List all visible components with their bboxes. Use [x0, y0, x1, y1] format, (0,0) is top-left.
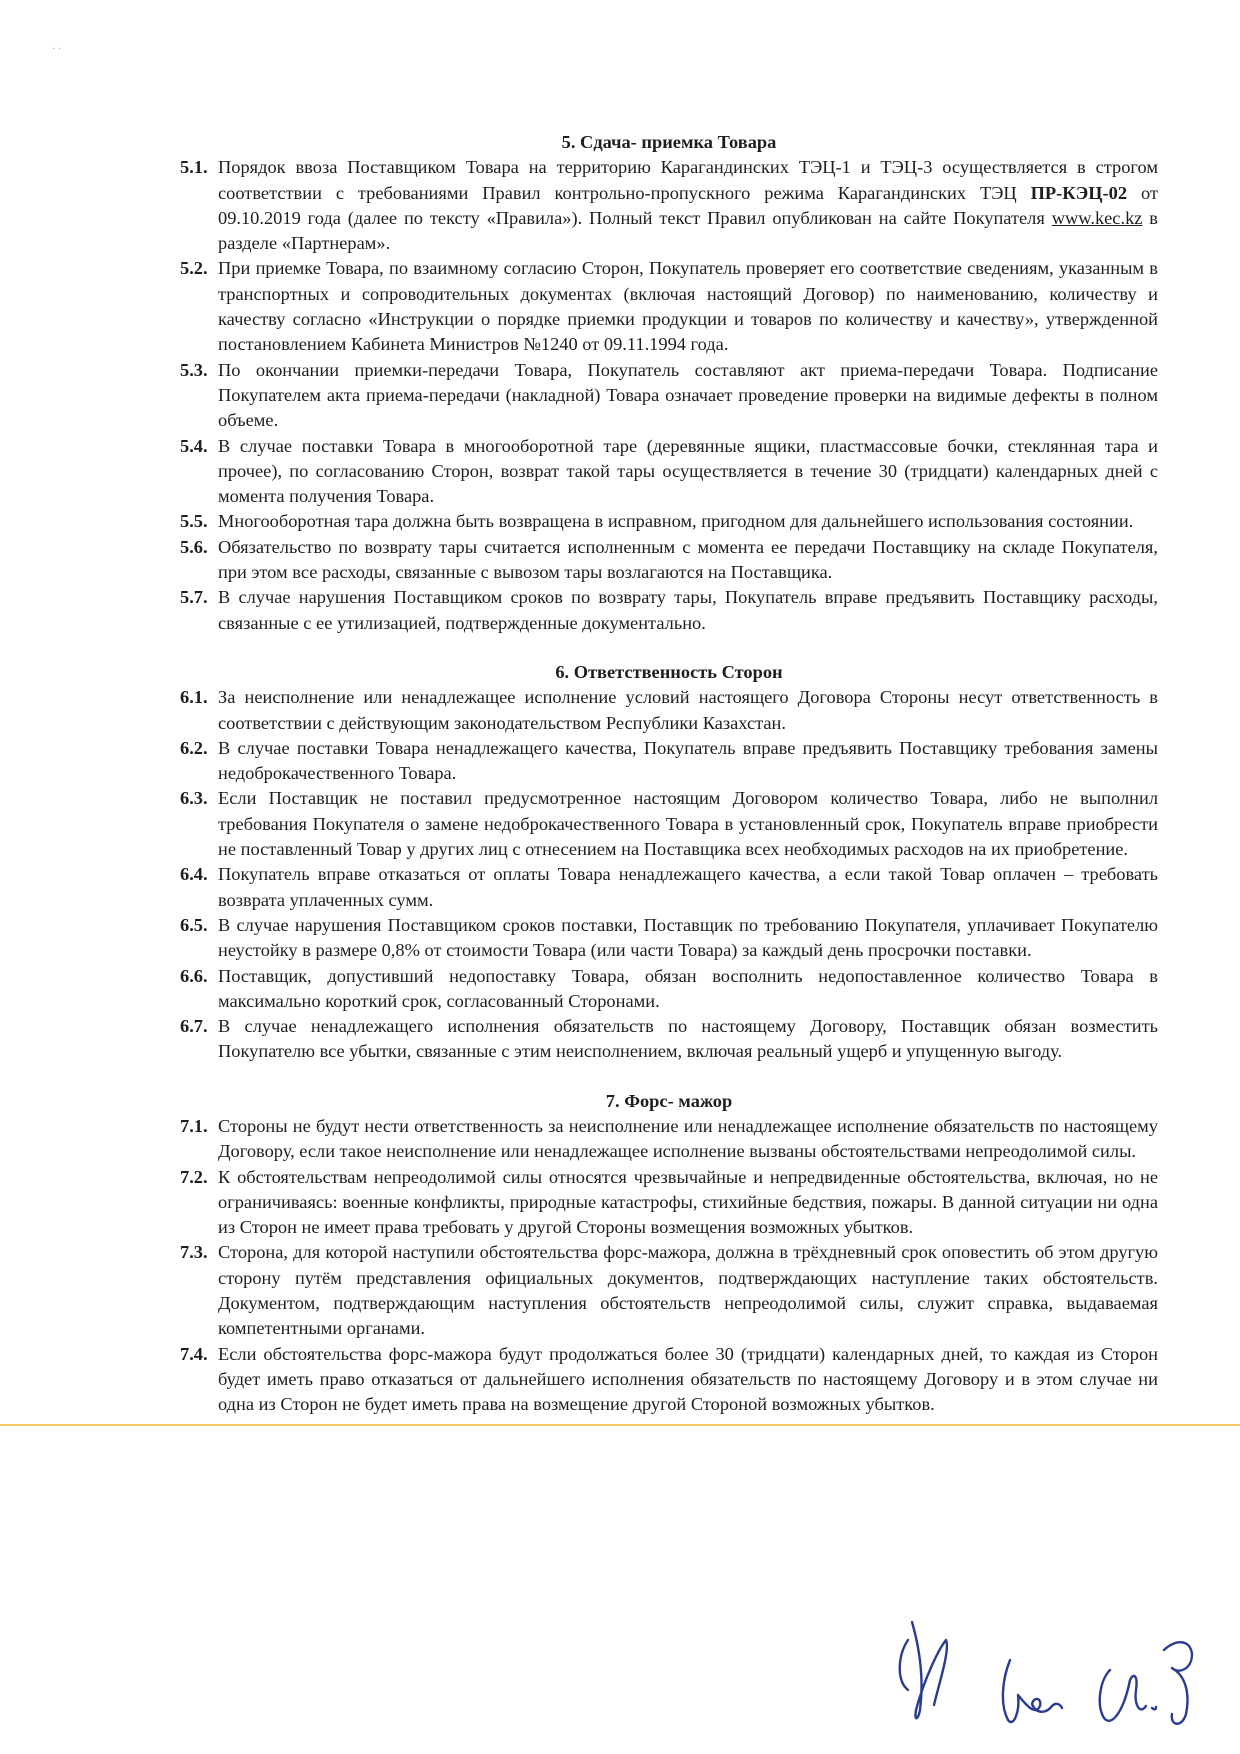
section-6 — [180, 660, 1158, 1065]
clause-text: В случае поставки Товара ненадлежащего качества, Покупатель вправе предъявить Поставщику требования замены недоброкачественного Товара. — [218, 737, 1158, 784]
clause-5-1 — [180, 155, 1158, 256]
clause-text: При приемке Товара, по взаимному согласию Сторон, Покупатель проверяет его соответствие сведениям, указанным в транспортных и сопроводительных документах (включая настоящий Договор) по наименованию, количеству и качеству согласно «Инструкции о порядке приемки продукции и товаров по количеству и качеству», утвержденной постановлением Кабинета Министров №1240 от 09.11.1994 года. — [218, 258, 1158, 355]
clause-text: Сторона, для которой наступили обстоятельства форс-мажора, должна в трёхдневный срок оповестить об этом другую сторону путём представления официальных документов, подтверждающих наступление таких обстоятельств. Документом, подтверждающим наступления обстоятельств непреодолимой силы, служит справка, выдаваемая компетентными органами. — [218, 1242, 1158, 1339]
clause-5-3 — [180, 358, 1158, 434]
signature-2 — [1003, 1660, 1062, 1722]
clause-text: Многооборотная тара должна быть возвращена в исправном, пригодном для дальнейшего использования состоянии. — [218, 511, 1134, 532]
clause-text: К обстоятельствам непреодолимой силы относятся чрезвычайные и непредвиденные обстоятельства, включая, но не ограничиваясь: военные конфликты, природные катастрофы, стихийные бедствия, пожары. В данной ситуации ни одна из Сторон не имеет права требовать у другой Стороны возмещения возможных убытков. — [218, 1166, 1158, 1238]
clause-number: 6.2. — [180, 737, 208, 758]
clause-7-2 — [180, 1165, 1158, 1241]
clause-number: 6.6. — [180, 965, 208, 986]
section-title: 7. Форс- мажор — [605, 1090, 733, 1111]
clause-5-5 — [180, 509, 1158, 534]
clause-text-part: Порядок ввоза Поставщиком Товара на территорию Карагандинских ТЭЦ-1 и ТЭЦ-3 осуществляется в строгом соответствии с требованиями Правил контрольно-пропускного режима Карагандинских ТЭЦ — [218, 157, 1158, 203]
clause-text: Стороны не будут нести ответственность за неисполнение или ненадлежащее исполнение обязательств по настоящему Договору, если такое неисполнение или ненадлежащее исполнение вызваны обстоятельствами непреодолимой силы. — [218, 1115, 1158, 1162]
clause-number: 5.2. — [180, 258, 208, 279]
clause-number: 7.4. — [180, 1343, 208, 1364]
clause-6-1 — [180, 685, 1158, 736]
clause-5-2 — [180, 256, 1158, 357]
clause-5-7 — [180, 585, 1158, 636]
document-body — [180, 130, 1158, 1418]
clause-number: 5.6. — [180, 536, 208, 557]
clause-text: По окончании приемки-передачи Товара, Покупатель составляют акт приема-передачи Товара. Подписание Покупателем акта приема-передачи (накладной) Товара означает проведение проверки на видимые дефекты в полном объеме. — [218, 359, 1158, 431]
clause-text: В случае ненадлежащего исполнения обязательств по настоящему Договору, Поставщик обязан возместить Покупателю все убытки, связанные с этим неисполнением, включая реальный ущерб и упущенную выгоду. — [218, 1016, 1158, 1062]
clause-number: 6.1. — [180, 687, 208, 708]
clause-number: 5.5. — [180, 511, 208, 532]
scan-fold-line — [0, 1424, 1240, 1426]
clause-number: 6.7. — [180, 1016, 208, 1037]
clause-number: 6.3. — [180, 788, 208, 809]
clause-text: В случае поставки Товара в многооборотной таре (деревянные ящики, пластмассовые бочки, стеклянная тара и прочее), по согласованию Сторон, возврат такой тары осуществляется в течение 30 (тридцати) календарных дней с момента получения Товара. — [218, 435, 1158, 507]
clause-text-part: в разделе «Партнерам». — [218, 207, 1158, 254]
clause-text — [218, 155, 1158, 256]
clause-5-6 — [180, 535, 1158, 586]
clause-text: Покупатель вправе отказаться от оплаты Товара ненадлежащего качества, а если такой Товар оплачен – требовать возврата уплаченных сумм. — [218, 864, 1158, 910]
clause-number: 7.2. — [180, 1166, 208, 1187]
clause-6-7 — [180, 1014, 1158, 1065]
signatures — [890, 1610, 1220, 1750]
clause-number: 6.4. — [180, 864, 208, 885]
clause-6-3 — [180, 786, 1158, 862]
website-link[interactable]: www.kec.kz — [1051, 207, 1143, 228]
scan-artifact: · · — [52, 44, 62, 55]
clause-number: 7.3. — [180, 1242, 208, 1263]
clause-text: В случае нарушения Поставщиком сроков по возврату тары, Покупатель вправе предъявить Поставщику расходы, связанные с ее утилизацией, подтвержденные документально. — [218, 587, 1158, 633]
clause-6-2 — [180, 736, 1158, 787]
clause-7-3 — [180, 1240, 1158, 1341]
clause-number: 5.7. — [180, 587, 208, 608]
clause-text: Обязательство по возврату тары считается исполненным с момента ее передачи Поставщику на складе Покупателя, при этом все расходы, связанные с вывозом тары возлагаются на Поставщика. — [218, 536, 1158, 583]
signature-3 — [1100, 1642, 1192, 1724]
clause-text-part: от 09.10.2019 года (далее по тексту «Правила»). Полный текст Правил опубликован на сайте Покупателя — [218, 182, 1158, 228]
section-title: 5. Сдача- приемка Товара — [561, 132, 777, 152]
clause-7-4 — [180, 1342, 1158, 1418]
clause-text: Если Поставщик не поставил предусмотренное настоящим Договором количество Товара, либо не выполнил требования Покупателя о замене недоброкачественного Товара в установленный срок, Покупатель вправе приобрести не поставленный Товар у других лиц с отнесением на Поставщика всех необходимых расходов на их приобретение. — [218, 788, 1158, 860]
clause-number: 5.1. — [180, 157, 208, 178]
clause-6-6 — [180, 964, 1158, 1015]
rules-code: ПР-КЭЦ-02 — [1030, 182, 1128, 203]
clause-text: В случае нарушения Поставщиком сроков поставки, Поставщик по требованию Покупателя, уплачивает Покупателю неустойку в размере 0,8% от стоимости Товара (или части Товара) за каждый день просрочки поставки. — [218, 914, 1158, 961]
section-5 — [180, 130, 1158, 636]
section-title: 6. Ответственность Сторон — [555, 661, 783, 682]
clause-7-1 — [180, 1114, 1158, 1165]
clause-number: 7.1. — [180, 1115, 208, 1136]
clause-text: За неисполнение или ненадлежащее исполнение условий настоящего Договора Стороны несут ответственность в соответствии с действующим законодательством Республики Казахстан. — [218, 687, 1158, 733]
signature-1 — [900, 1622, 947, 1718]
clause-number: 5.3. — [180, 359, 208, 380]
clause-text: Если обстоятельства форс-мажора будут продолжаться более 30 (тридцати) календарных дней, то каждая из Сторон будет иметь право отказаться от дальнейшего исполнения обязательств по настоящему Договору и в этом случае ни одна из Сторон не будет иметь права на возмещение другой Стороной возможных убытков. — [218, 1343, 1158, 1415]
clause-5-4 — [180, 434, 1158, 510]
section-7 — [180, 1089, 1158, 1418]
clause-text: Поставщик, допустивший недопоставку Товара, обязан восполнить недопоставленное количество Товара в максимально короткий срок, согласованный Сторонами. — [218, 965, 1158, 1011]
clause-6-4 — [180, 862, 1158, 913]
clause-number: 6.5. — [180, 914, 208, 935]
clause-6-5 — [180, 913, 1158, 964]
clause-number: 5.4. — [180, 435, 208, 456]
